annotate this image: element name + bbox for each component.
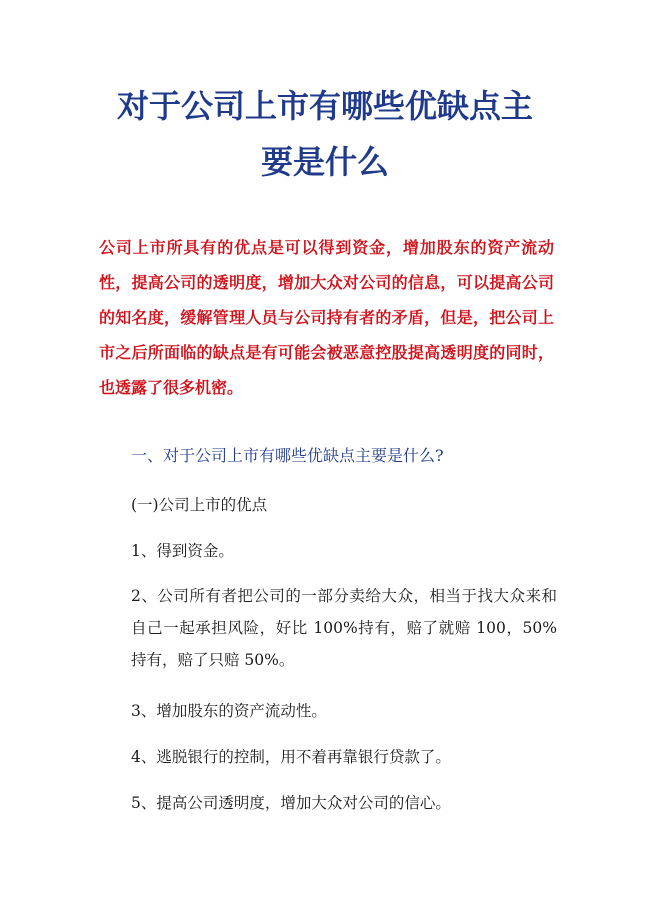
list-item-2: 2、公司所有者把公司的一部分卖给大众，相当于找大众来和自己一起承担风险，好比 100%持有，赔了就赔 100，50%持有，赔了只赔 50%。 — [131, 587, 557, 669]
title-line-1: 对于公司上市有哪些优缺点主 — [116, 87, 533, 125]
list-item-4: 4、逃脱银行的控制，用不着再靠银行贷款了。 — [131, 748, 451, 766]
list-item-3: 3、增加股东的资产流动性。 — [131, 702, 327, 720]
title-line-2: 要是什么 — [260, 143, 389, 181]
summary-paragraph: 公司上市所具有的优点是可以得到资金，增加股东的资产流动性，提高公司的透明度，增加大众对公司的信息，可以提高公司的知名度，缓解管理人员与公司持有者的矛盾，但是，把公司上市之后所面临的缺点是有可能会被恶意控股提高透明度的同时，也透露了很多机密。 — [99, 238, 554, 397]
document-title — [100, 78, 550, 190]
list-item-1: 1、得到资金。 — [131, 542, 234, 560]
list-item-5: 5、提高公司透明度，增加大众对公司的信心。 — [131, 794, 451, 812]
section-heading: 一、对于公司上市有哪些优缺点主要是什么? — [131, 446, 444, 465]
subsection-heading: (一)公司上市的优点 — [131, 496, 268, 514]
